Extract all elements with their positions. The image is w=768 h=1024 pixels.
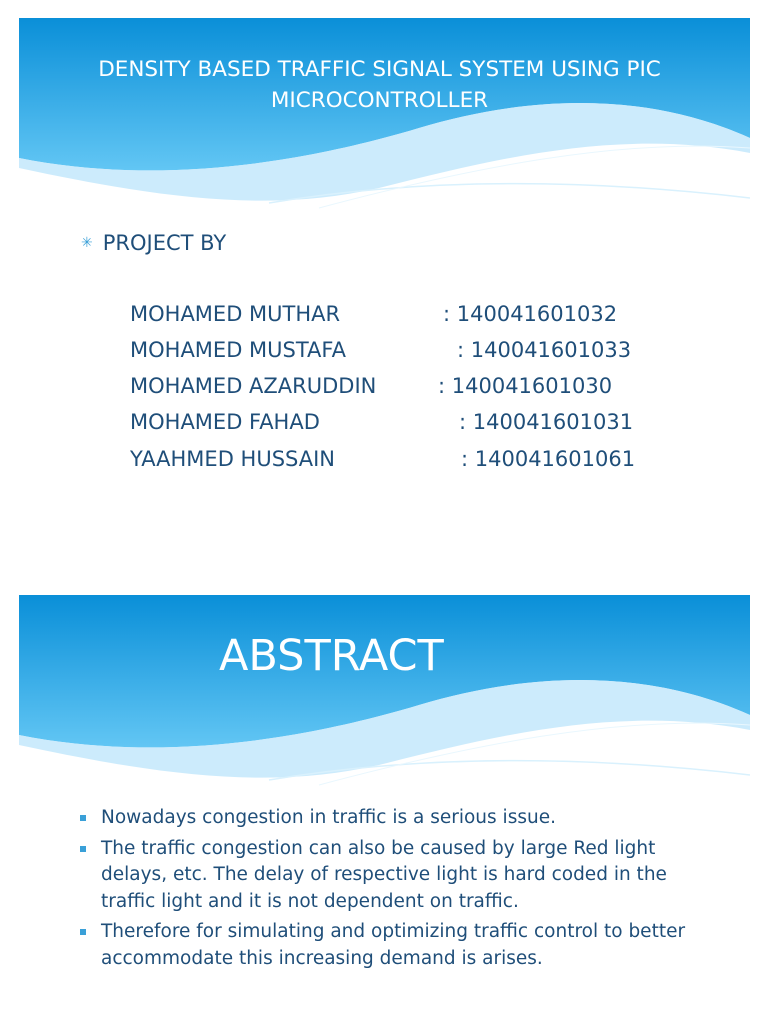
slide-title: ABSTRACT: [219, 631, 444, 681]
member-row: [130, 447, 636, 471]
member-name: YAAHMED HUSSAIN: [130, 447, 336, 471]
slide-title: DENSITY BASED TRAFFIC SIGNAL SYSTEM USING PIC MICROCONTROLLER: [98, 57, 661, 113]
member-row: [130, 374, 613, 398]
member-id: : 140041601032: [443, 302, 618, 326]
member-id: : 140041601033: [457, 338, 632, 362]
member-row: [130, 338, 632, 362]
bullet-icon: [80, 929, 86, 935]
member-name: MOHAMED FAHAD: [130, 410, 320, 434]
member-id: : 140041601061: [461, 447, 636, 471]
list-item: [77, 805, 717, 832]
member-name: MOHAMED MUSTAFA: [130, 338, 346, 362]
project-by-label: PROJECT BY: [102, 231, 227, 255]
header-banner: [19, 18, 750, 218]
member-name: MOHAMED AZARUDDIN: [130, 374, 377, 398]
member-row: [130, 302, 618, 326]
member-id: : 140041601030: [438, 374, 613, 398]
member-name: MOHAMED MUTHAR: [130, 302, 341, 326]
bullet-text: Nowadays congestion in traffic is a serious issue.: [101, 807, 556, 828]
member-id: : 140041601031: [459, 410, 634, 434]
bullet-text: The traffic congestion can also be caused by large Red light delays, etc. The delay of respective light is hard coded in the traffic light and it is not dependent on traffic.: [101, 837, 667, 912]
bullet-icon: [80, 815, 86, 821]
list-item: [77, 919, 717, 972]
project-by-heading: [81, 231, 226, 255]
abstract-list: [77, 805, 717, 976]
header-banner: [19, 595, 750, 795]
bullet-icon: ✳: [81, 235, 93, 251]
list-item: [77, 836, 717, 916]
bullet-text: Therefore for simulating and optimizing traffic control to better accommodate this increasing demand is arises.: [101, 921, 686, 969]
bullet-icon: [80, 846, 86, 852]
abstract-slide: [19, 595, 750, 1024]
member-row: [130, 410, 634, 434]
title-slide: [19, 18, 750, 573]
